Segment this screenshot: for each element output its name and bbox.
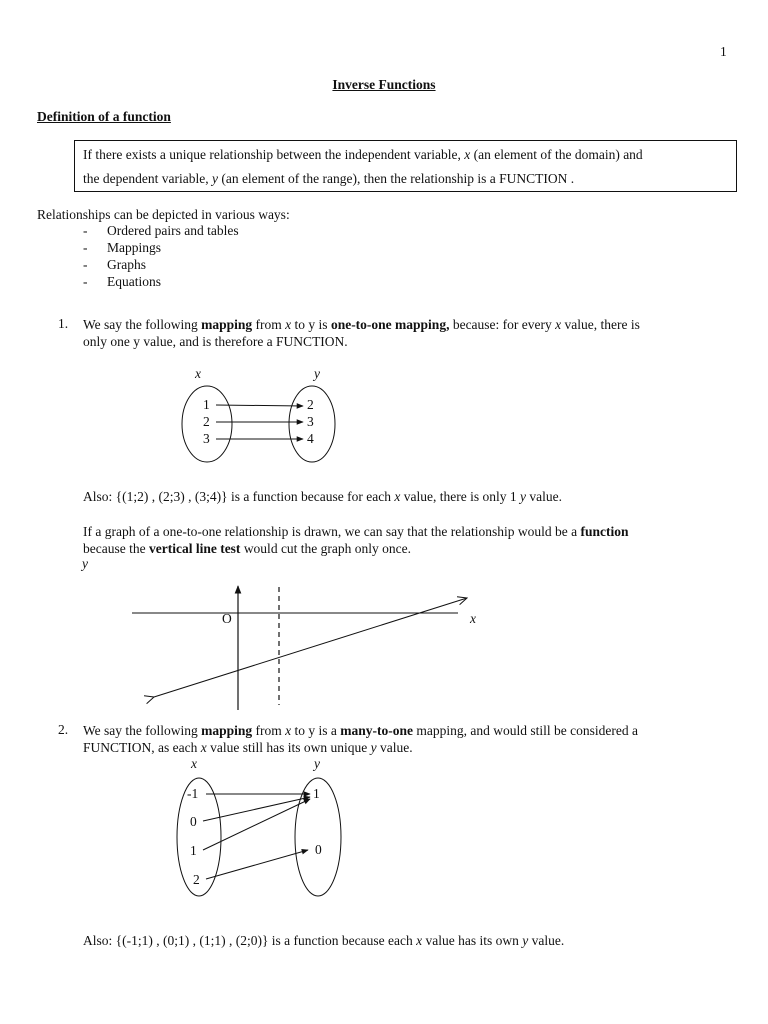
graph-explanation: If a graph of a one-to-one relationship is drawn, we can say that the relationship would be a function because the vertical line test would cut the graph only once.: [83, 524, 629, 556]
vertical-line-test-graph: [80, 556, 476, 710]
item-2-number: 2.: [58, 722, 69, 737]
range-value: 2: [307, 397, 314, 412]
list-item: - Ordered pairs and tables: [83, 222, 239, 239]
mapping-arrow: [206, 850, 308, 879]
definition-line-2: the dependent variable, y (an element of the range), then the relationship is a FUNCTION .: [83, 171, 575, 186]
page-number: 1: [720, 44, 727, 59]
mapping-arrow: [203, 799, 310, 850]
item-1-also: Also: {(1;2) , (2;3) , (3;4)} is a function because for each x value, there is only 1 y value.: [83, 489, 562, 504]
range-value: 0: [315, 842, 322, 857]
item-1-text: We say the following mapping from x to y is one-to-one mapping, because: for every x value, there is only one y value, and is therefore a FUNCTION.: [83, 317, 640, 349]
mapping-diagram-2: [177, 756, 341, 896]
item-2-text: We say the following mapping from x to y is a many-to-one mapping, and would still be considered a FUNCTION, as each x value still has its own unique y value.: [83, 723, 638, 755]
domain-value: 1: [190, 843, 197, 858]
definition-line-1: If there exists a unique relationship between the independent variable, x (an element of the domain) and: [83, 147, 643, 162]
graph-y-axis-label: y: [82, 556, 88, 571]
domain-value: 2: [203, 414, 210, 429]
graph-x-axis-label: x: [470, 611, 476, 626]
list-item: - Mappings: [83, 239, 239, 256]
range-value: 4: [307, 431, 314, 446]
mapping-1-x-label: x: [195, 366, 201, 381]
list-item: - Equations: [83, 273, 239, 290]
domain-value: 1: [203, 397, 210, 412]
mapping-arrow: [203, 797, 310, 821]
range-value: 3: [307, 414, 314, 429]
origin-label: O: [222, 611, 232, 626]
item-1-number: 1.: [58, 316, 69, 331]
item-2-also: Also: {(-1;1) , (0;1) , (1;1) , (2;0)} is a function because each x value has its own y value.: [83, 933, 565, 948]
domain-value: 0: [190, 814, 197, 829]
mapping-diagram-1: [182, 366, 335, 462]
domain-value: -1: [187, 786, 199, 801]
domain-value: 2: [193, 872, 200, 887]
intro-text: Relationships can be depicted in various ways:: [37, 207, 290, 222]
list-item: - Graphs: [83, 256, 239, 273]
domain-value: 3: [203, 431, 210, 446]
mapping-2-x-label: x: [191, 756, 197, 771]
mapping-1-y-label: y: [314, 366, 320, 381]
range-value: 1: [313, 786, 320, 801]
section-heading: Definition of a function: [37, 109, 171, 124]
mapping-2-y-label: y: [314, 756, 320, 771]
page-title: Inverse Functions: [332, 77, 436, 92]
